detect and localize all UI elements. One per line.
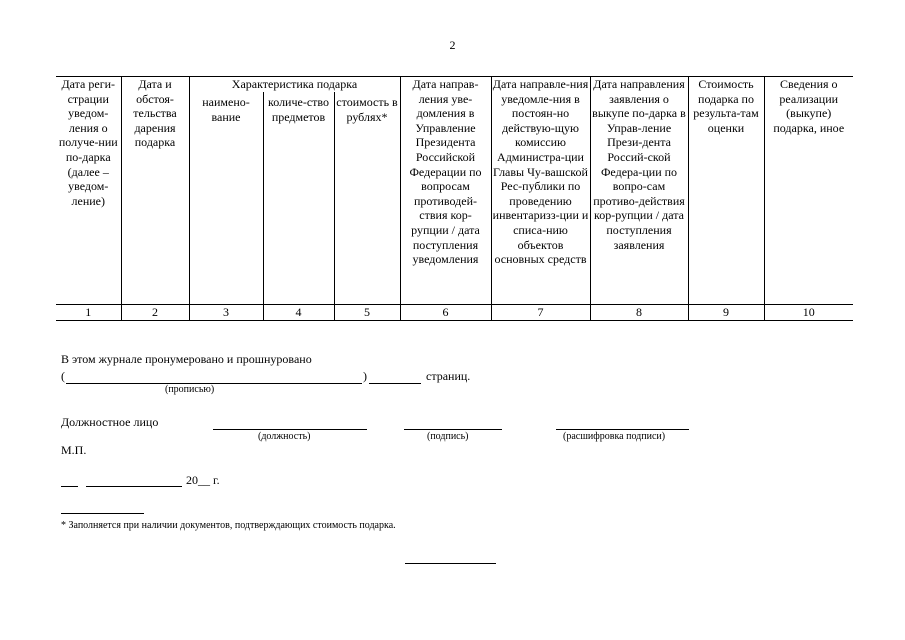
column-header-quantity: количе-ство предметов [263,92,334,305]
seal-label: М.П. [61,443,87,457]
official-label: Должностное лицо [61,415,159,429]
decoding-caption: (расшифровка подписи) [563,431,666,442]
column-number: 6 [400,305,491,321]
column-header-buyout-application: Дата направления заявления о выкупе по-дарка в Управ-ление Прези-дента Россий-ской Федера-ции по вопро-сам противо-действия кор-рупции / дата поступления заявления [590,77,688,305]
column-number: 5 [334,305,400,321]
signature-line [404,429,502,430]
day-line [61,486,78,487]
column-number: 1 [56,305,121,321]
footnote-separator [61,513,144,514]
column-header-notice-to-commission: Дата направле-ния уведомле-ния в постоян-но действую-щую комиссию Администра-ции Главы Чу-вашской Рес-публики по проведению инвентаризз-ции и списа-нию объектов основных средств [491,77,590,305]
column-number: 4 [263,305,334,321]
column-header-registration-date: Дата реги-страции уведом-ления о получе-нии по-дарка (далее – уведом-ление) [56,77,121,305]
position-caption: (должность) [258,431,311,442]
column-header-cost: стоимость в рублях* [334,92,400,305]
year-text: 20__ г. [186,473,220,487]
column-group-gift-characteristics: Характеристика подарка [189,77,400,93]
numbered-pages-statement: В этом журнале пронумеровано и прошнуровано [61,352,312,366]
gift-journal-table [56,76,853,321]
column-header-name: наимено-вание [189,92,263,305]
column-number: 8 [590,305,688,321]
page-number: 2 [449,38,456,52]
column-number: 7 [491,305,590,321]
column-header-notice-to-department: Дата направ-ления уве-домления в Управление Президента Российской Федерации по вопросам противодей-ствия кор-рупции / дата поступления уведомления [400,77,491,305]
footnote: * Заполняется при наличии документов, подтверждающих стоимость подарка. [61,520,396,531]
column-number: 2 [121,305,189,321]
column-header-valuation: Стоимость подарка по результа-там оценки [688,77,764,305]
pages-word: страниц. [426,369,471,383]
pages-count-line [369,383,421,384]
column-header-sale-info: Сведения о реализации (выкупе) подарка, иное [764,77,853,305]
signature-caption: (подпись) [427,431,469,442]
close-paren: ) [363,369,367,383]
column-number: 9 [688,305,764,321]
end-separator-line [405,563,496,564]
decoding-line [556,429,689,430]
column-numbers-row [56,305,853,321]
month-line [86,486,182,487]
column-header-gift-date: Дата и обстоя-тельства дарения подарка [121,77,189,305]
position-line [213,429,367,430]
in-words-caption: (прописью) [165,384,215,395]
column-number: 3 [189,305,263,321]
column-number: 10 [764,305,853,321]
open-paren: ( [61,369,65,383]
